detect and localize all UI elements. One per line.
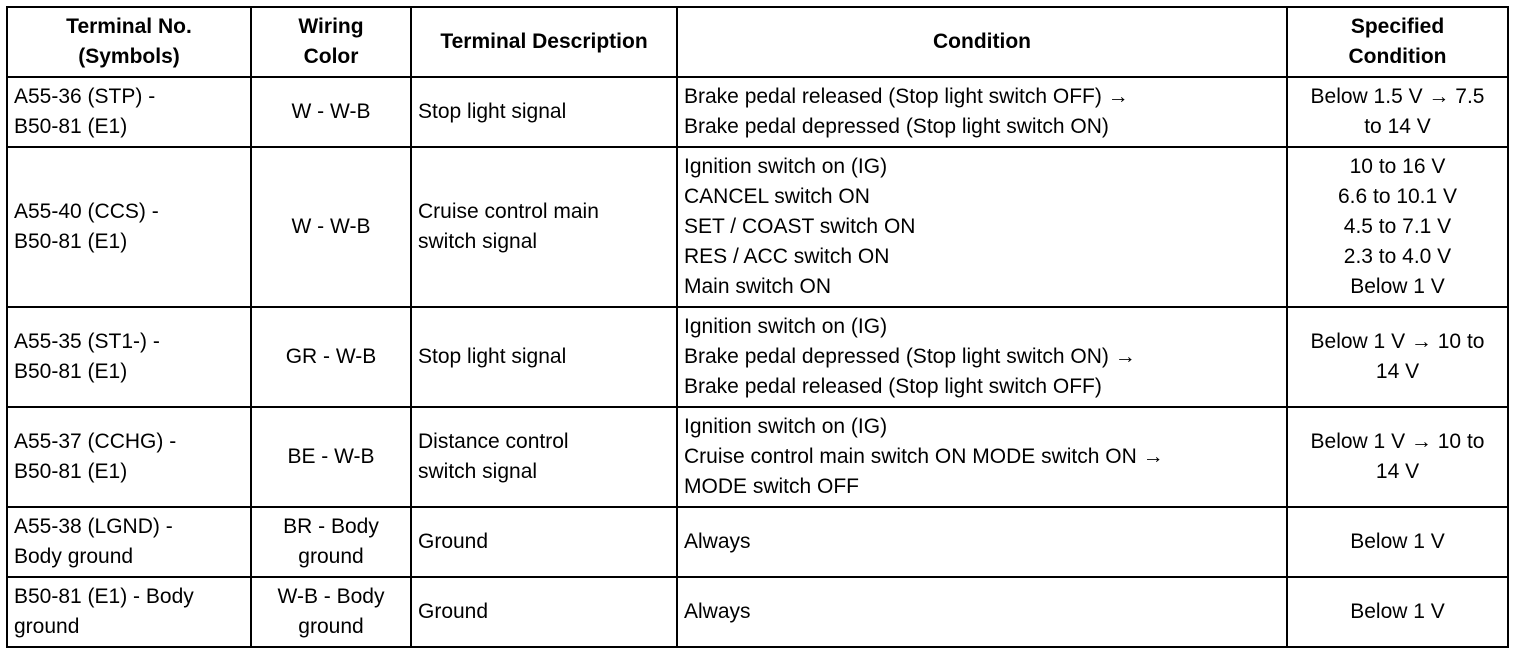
wiring-cell: W - W-B bbox=[251, 77, 411, 147]
header-wiring-color: Wiring Color bbox=[251, 7, 411, 77]
header-condition: Condition bbox=[677, 7, 1287, 77]
description-cell: Ground bbox=[411, 507, 677, 577]
terminal-cell: A55-35 (ST1-) - B50-81 (E1) bbox=[7, 307, 251, 407]
specified-cell: Below 1 V → 10 to 14 V bbox=[1287, 407, 1508, 507]
wiring-cell: W-B - Body ground bbox=[251, 577, 411, 647]
table-row bbox=[7, 307, 1508, 407]
header-specified-condition: Specified Condition bbox=[1287, 7, 1508, 77]
description-cell: Ground bbox=[411, 577, 677, 647]
wiring-cell: W - W-B bbox=[251, 147, 411, 307]
terminal-cell: A55-36 (STP) - B50-81 (E1) bbox=[7, 77, 251, 147]
condition-cell: Ignition switch on (IG) CANCEL switch ON SET / COAST switch ON RES / ACC switch ON Main switch ON bbox=[677, 147, 1287, 307]
description-cell: Distance control switch signal bbox=[411, 407, 677, 507]
description-cell: Stop light signal bbox=[411, 77, 677, 147]
condition-cell: Ignition switch on (IG) Cruise control main switch ON MODE switch ON → MODE switch OFF bbox=[677, 407, 1287, 507]
table-row bbox=[7, 407, 1508, 507]
description-cell: Stop light signal bbox=[411, 307, 677, 407]
table-row bbox=[7, 507, 1508, 577]
condition-cell: Always bbox=[677, 507, 1287, 577]
specified-cell: Below 1 V → 10 to 14 V bbox=[1287, 307, 1508, 407]
terminal-cell: A55-38 (LGND) - Body ground bbox=[7, 507, 251, 577]
specified-cell: Below 1 V bbox=[1287, 577, 1508, 647]
header-terminal-no: Terminal No. (Symbols) bbox=[7, 7, 251, 77]
header-row bbox=[7, 7, 1508, 77]
wiring-cell: GR - W-B bbox=[251, 307, 411, 407]
terminal-cell: A55-37 (CCHG) - B50-81 (E1) bbox=[7, 407, 251, 507]
specified-cell: Below 1.5 V → 7.5 to 14 V bbox=[1287, 77, 1508, 147]
table-row bbox=[7, 577, 1508, 647]
header-terminal-description: Terminal Description bbox=[411, 7, 677, 77]
description-cell: Cruise control main switch signal bbox=[411, 147, 677, 307]
wiring-cell: BE - W-B bbox=[251, 407, 411, 507]
terminal-cell: B50-81 (E1) - Body ground bbox=[7, 577, 251, 647]
specified-cell: Below 1 V bbox=[1287, 507, 1508, 577]
condition-cell: Ignition switch on (IG) Brake pedal depressed (Stop light switch ON) → Brake pedal released (Stop light switch OFF) bbox=[677, 307, 1287, 407]
terminal-spec-table bbox=[6, 6, 1509, 648]
condition-cell: Brake pedal released (Stop light switch OFF) → Brake pedal depressed (Stop light switch ON) bbox=[677, 77, 1287, 147]
table-row bbox=[7, 77, 1508, 147]
terminal-cell: A55-40 (CCS) - B50-81 (E1) bbox=[7, 147, 251, 307]
table-row bbox=[7, 147, 1508, 307]
wiring-cell: BR - Body ground bbox=[251, 507, 411, 577]
condition-cell: Always bbox=[677, 577, 1287, 647]
specified-cell: 10 to 16 V 6.6 to 10.1 V 4.5 to 7.1 V 2.3 to 4.0 V Below 1 V bbox=[1287, 147, 1508, 307]
